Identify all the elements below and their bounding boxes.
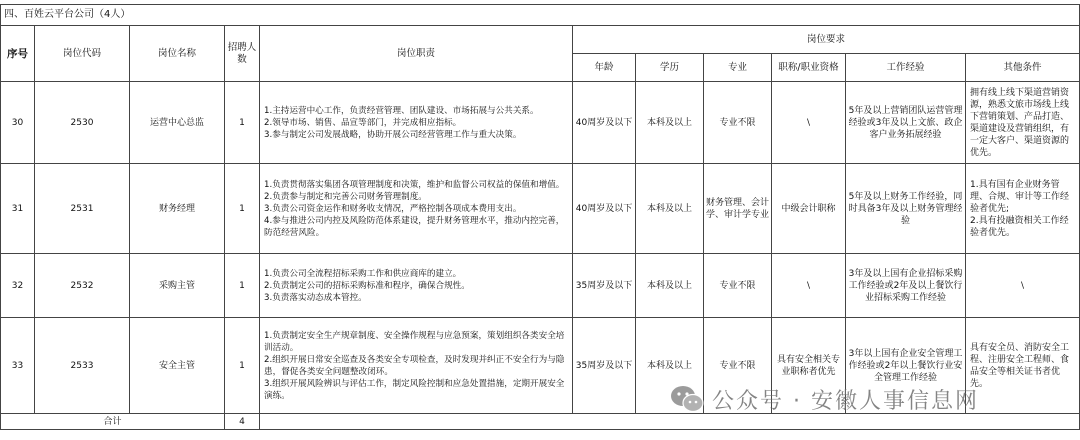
header-education: 学历 <box>636 54 704 82</box>
table-row <box>1 318 1080 414</box>
cell-duty: 1.负责公司全流程招标采购工作和供应商库的建立。 2.负责制定公司的招标采购标准和程序，确保合规性。 3.负责落实动态成本管控。 <box>260 254 573 318</box>
total-row <box>1 414 1080 430</box>
table-row <box>1 164 1080 254</box>
cell-count: 1 <box>225 254 260 318</box>
cell-no: 33 <box>1 318 35 414</box>
header-major: 专业 <box>704 54 772 82</box>
cell-count: 1 <box>225 318 260 414</box>
cell-education: 本科及以上 <box>636 164 704 254</box>
cell-age: 40周岁及以下 <box>573 82 636 164</box>
cell-age: 35周岁及以下 <box>573 254 636 318</box>
header-code: 岗位代码 <box>35 26 130 82</box>
cell-code: 2532 <box>35 254 130 318</box>
cell-title: 中级会计职称 <box>772 164 846 254</box>
cell-no: 30 <box>1 82 35 164</box>
total-label: 合计 <box>1 414 225 430</box>
cell-other: 具有安全员、消防安全工程、注册安全工程师、食品安全等相关证书者优先。 <box>966 318 1080 414</box>
cell-title: \ <box>772 254 846 318</box>
cell-major: 财务管理、会计学、审计学专业 <box>704 164 772 254</box>
table-row <box>1 254 1080 318</box>
cell-code: 2533 <box>35 318 130 414</box>
cell-major: 专业不限 <box>704 82 772 164</box>
cell-name: 运营中心总监 <box>130 82 225 164</box>
cell-code: 2531 <box>35 164 130 254</box>
cell-experience: 3年及以上国有企业招标采购工作经验或2年及以上餐饮行业招标采购工作经验 <box>846 254 966 318</box>
cell-name: 采购主管 <box>130 254 225 318</box>
total-count: 4 <box>225 414 260 430</box>
header-name: 岗位名称 <box>130 26 225 82</box>
header-requirements: 岗位要求 <box>573 26 1080 54</box>
cell-title: \ <box>772 82 846 164</box>
header-experience: 工作经验 <box>846 54 966 82</box>
cell-age: 40周岁及以下 <box>573 164 636 254</box>
cell-other: 拥有线上线下渠道营销资源，熟悉文旅市场线上线下营销策划、产品打造、渠道建设及营销组织，有一定大客户、渠道资源的优先。 <box>966 82 1080 164</box>
watermark-text: 公众号 · 安徽人事信息网 <box>712 388 979 414</box>
cell-experience: 5年及以上营销团队运营管理经验或3年及以上文旅、政企客户业务拓展经验 <box>846 82 966 164</box>
cell-duty: 1.负责贯彻落实集团各项管理制度和决策，维护和监督公司权益的保值和增值。 2.负责参与制定和完善公司财务管理制度。 3.负责公司资金运作和财务收支情况，严格控制各项成本费用支出。 4.参与推进公司内控及风险防范体系建设，提升财务管理水平，推动内控完善，防范经营风险。 <box>260 164 573 254</box>
cell-no: 31 <box>1 164 35 254</box>
cell-experience: 5年及以上财务工作经验，同时具备3年及以上财务管理经验 <box>846 164 966 254</box>
cell-code: 2530 <box>35 82 130 164</box>
section-title: 四、百姓云平台公司（4人） <box>1 5 1080 26</box>
header-count: 招聘人数 <box>225 26 260 82</box>
cell-education: 本科及以上 <box>636 82 704 164</box>
cell-count: 1 <box>225 164 260 254</box>
cell-major: 专业不限 <box>704 254 772 318</box>
cell-other: 1.具有国有企业财务管理、合规、审计等工作经验者优先; 2.具有投融资相关工作经验者优先。 <box>966 164 1080 254</box>
cell-age: 35周岁及以下 <box>573 318 636 414</box>
cell-name: 安全主管 <box>130 318 225 414</box>
cell-no: 32 <box>1 254 35 318</box>
table-row <box>1 82 1080 164</box>
header-duty: 岗位职责 <box>260 26 573 82</box>
header-age: 年龄 <box>573 54 636 82</box>
cell-title: 具有安全相关专业职称者优先 <box>772 318 846 414</box>
total-blank <box>260 414 1080 430</box>
cell-name: 财务经理 <box>130 164 225 254</box>
cell-experience: 3年以上国有企业安全管理工作经验或2年以上餐饮行业安全管理工作经验 <box>846 318 966 414</box>
header-title: 职称/职业资格 <box>772 54 846 82</box>
header-other: 其他条件 <box>966 54 1080 82</box>
cell-duty: 1.负责制定安全生产规章制度、安全操作规程与应急预案，策划组织各类安全培训活动。 2.组织开展日常安全巡查及各类安全专项检查，及时发现并纠正不安全行为与隐患，督促各类安全问题整改闭环。 3.组织开展风险辨识与评估工作，制定风险控制和应急处置措施，定期开展安全演练。 <box>260 318 573 414</box>
cell-major: 专业不限 <box>704 318 772 414</box>
cell-education: 本科及以上 <box>636 254 704 318</box>
cell-education: 本科及以上 <box>636 318 704 414</box>
cell-count: 1 <box>225 82 260 164</box>
recruitment-table <box>0 4 1080 430</box>
header-no: 序号 <box>1 26 35 82</box>
cell-duty: 1.主持运营中心工作，负责经营管理、团队建设、市场拓展与公共关系。 2.领导市场、销售、品宣等部门，并完成相应指标。 3.参与制定公司发展战略，协助开展公司经营管理工作与重大决策。 <box>260 82 573 164</box>
cell-other: \ <box>966 254 1080 318</box>
